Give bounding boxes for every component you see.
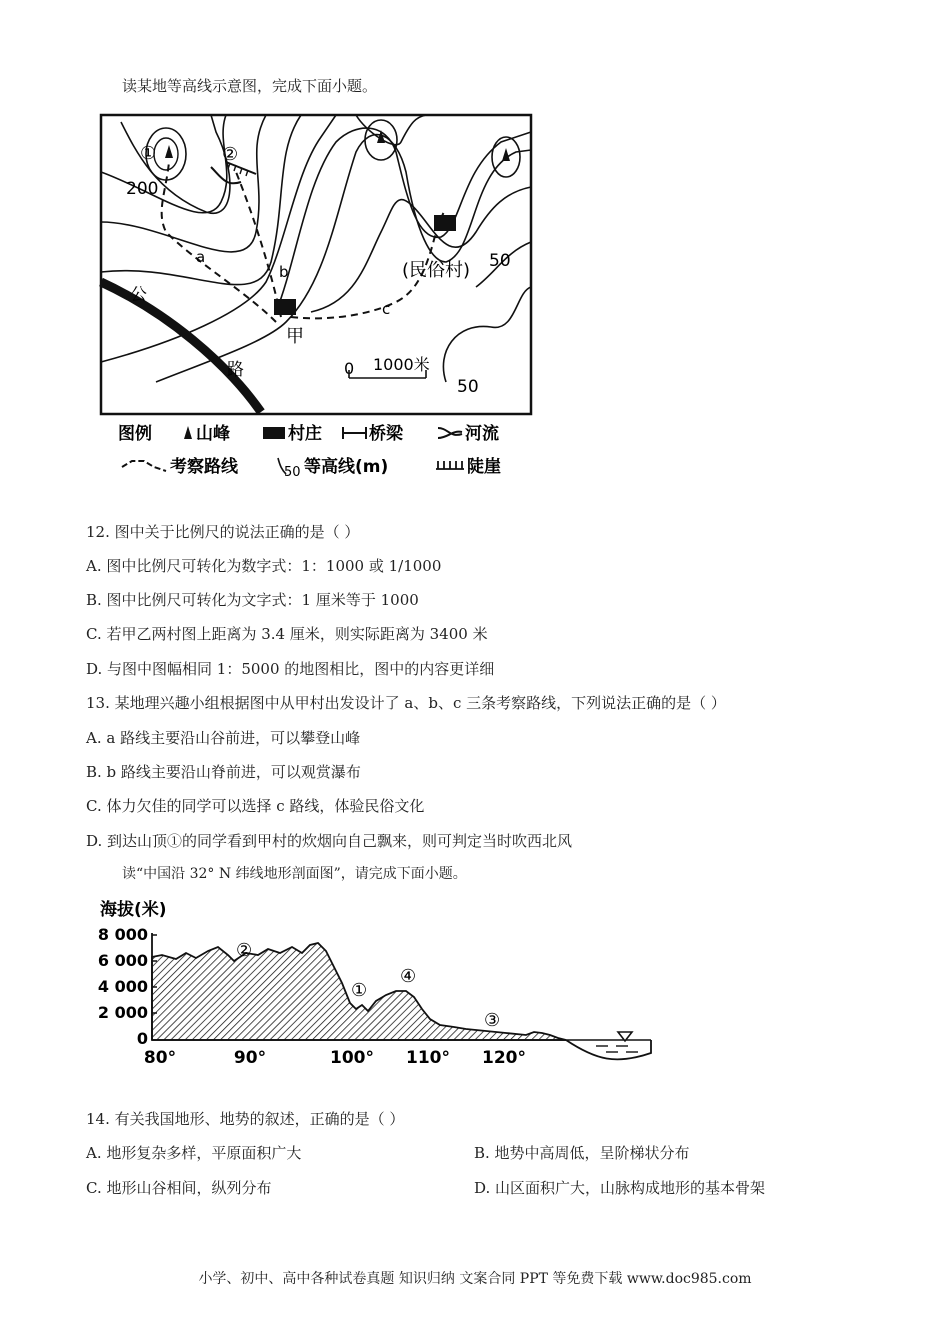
profile-mark-2: ② — [236, 940, 253, 961]
profile-ytick-0: 0 — [136, 1029, 148, 1048]
q13-option-c: C. 体力欠佳的同学可以选择 c 路线，体验民俗文化 — [86, 797, 425, 815]
q13-stem: 13. 某地理兴趣小组根据图中从甲村出发设计了 a、b、c 三条考察路线，下列说法正确的是（ ） — [86, 694, 726, 712]
route-b-label: b — [279, 263, 289, 281]
terrain-profile — [96, 895, 666, 1075]
profile-mark-4: ④ — [400, 966, 417, 987]
village-jia-label: 甲 — [286, 326, 304, 347]
q13-option-d: D. 到达山顶①的同学看到甲村的炊烟向自己飘来，则可判定当时吹西北风 — [86, 832, 573, 850]
q13-option-b: B. b 路线主要沿山脊前进，可以观赏瀑布 — [86, 763, 361, 781]
profile-xtick-110: 110° — [406, 1048, 450, 1068]
legend-river: 河流 — [465, 424, 499, 444]
peak-2-label: ② — [222, 144, 239, 165]
profile-xtick-100: 100° — [330, 1048, 374, 1068]
legend-village: 村庄 — [288, 424, 322, 444]
scale-length: 1000米 — [373, 355, 430, 374]
legend-route: 考察路线 — [170, 457, 238, 477]
legend-title: 图例 — [118, 424, 152, 444]
legend-contour-sample: 50 — [284, 465, 301, 480]
legend-peak-icon — [184, 426, 192, 439]
legend-village-icon — [263, 427, 285, 439]
profile-mark-3: ③ — [484, 1010, 501, 1031]
map-legend — [110, 420, 540, 484]
profile-xtick-120: 120° — [482, 1048, 526, 1068]
legend-route-icon — [122, 461, 166, 471]
profile-xtick-80: 80° — [143, 1048, 177, 1068]
legend-cliff: 陡崖 — [467, 457, 501, 477]
q14-option-d: D. 山区面积广大，山脉构成地形的基本骨架 — [474, 1179, 766, 1197]
legend-bridge-icon — [343, 427, 366, 439]
legend-cliff-icon — [436, 461, 464, 469]
village-minsu-label: (民俗村) — [402, 260, 471, 281]
profile-ytick-6000: 6 000 — [97, 951, 148, 970]
scale-zero: 0 — [344, 359, 355, 378]
q14-option-b: B. 地势中高周低，呈阶梯状分布 — [474, 1144, 690, 1162]
profile-mark-1: ① — [351, 980, 368, 1001]
profile-ytick-4000: 4 000 — [97, 977, 148, 996]
route-c-label: c — [382, 300, 391, 318]
profile-ytick-8000: 8 000 — [97, 925, 148, 944]
intro-text: 读某地等高线示意图，完成下面小题。 — [122, 77, 378, 95]
road-lu-label: 路 — [227, 360, 244, 380]
route-a-label: a — [196, 248, 206, 266]
q14-stem: 14. 有关我国地形、地势的叙述，正确的是（ ） — [86, 1110, 405, 1128]
q12-option-c: C. 若甲乙两村图上距离为 3.4 厘米，则实际距离为 3400 米 — [86, 625, 488, 643]
profile-ylabel: 海拔(米) — [100, 900, 167, 920]
profile-xtick-90: 90° — [233, 1048, 267, 1068]
q14-option-c: C. 地形山谷相间，纵列分布 — [86, 1179, 272, 1197]
contour-map — [96, 112, 536, 422]
legend-peak: 山峰 — [196, 424, 230, 444]
legend-river-icon — [438, 428, 462, 438]
q12-stem: 12. 图中关于比例尺的说法正确的是（ ） — [86, 523, 360, 541]
contour-50a-label: 50 — [489, 251, 511, 271]
q12-option-a: A. 图中比例尺可转化为数字式：1：1000 或 1/1000 — [86, 557, 442, 575]
road-gong-label: 公 — [130, 285, 147, 305]
legend-bridge: 桥梁 — [369, 424, 403, 444]
profile-ytick-2000: 2 000 — [97, 1003, 148, 1022]
q13-option-a: A. a 路线主要沿山谷前进，可以攀登山峰 — [86, 729, 361, 747]
contour-200-label: 200 — [126, 179, 159, 199]
intro-profile-text: 读“中国沿 32° N 纬线地形剖面图”，请完成下面小题。 — [122, 866, 467, 882]
q12-option-d: D. 与图中图幅相同 1：5000 的地图相比，图中的内容更详细 — [86, 660, 495, 678]
q12-option-b: B. 图中比例尺可转化为文字式：1 厘米等于 1000 — [86, 591, 419, 609]
contour-50b-label: 50 — [457, 377, 479, 397]
page-footer: 小学、初中、高中各种试卷真题 知识归纳 文案合同 PPT 等免费下载 www.doc985.com — [198, 1271, 752, 1287]
legend-contour: 等高线(m) — [304, 457, 389, 477]
peak-1-label: ① — [140, 143, 157, 164]
q14-option-a: A. 地形复杂多样，平原面积广大 — [86, 1144, 302, 1162]
